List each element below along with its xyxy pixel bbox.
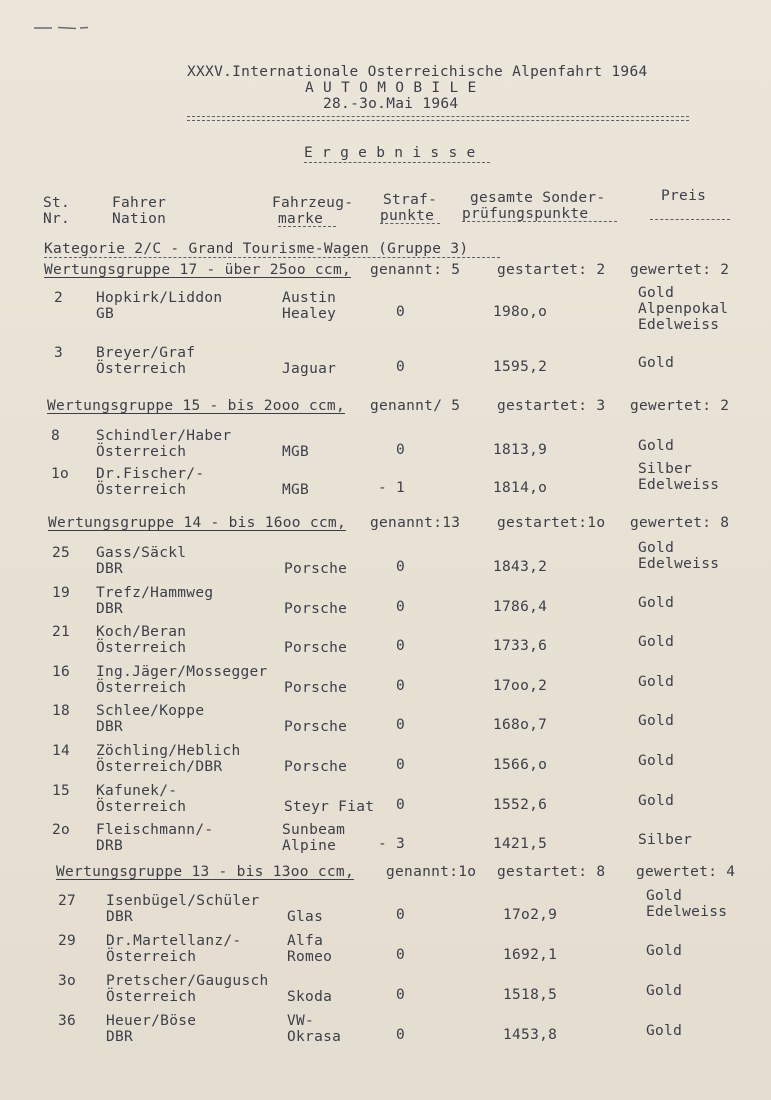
row-make-line-1: VW- [287,1013,315,1029]
col-fahrer-2: Nation [112,211,167,227]
kategorie-underline [44,257,500,258]
col-marke-2: marke [278,211,324,227]
group-genannt: genannt/ 5 [370,398,461,414]
row-make: Skoda [287,989,333,1005]
row-start-number: 2 [54,290,64,306]
row-nation: Österreich [96,640,187,656]
row-nation: DBR [96,601,124,617]
row-nation: DRB [96,838,124,854]
row-penalty: 0 [396,757,406,773]
row-points: 1733,6 [493,638,548,654]
row-penalty: 0 [396,442,406,458]
row-driver: Isenbügel/Schüler [106,893,260,909]
row-nation: Österreich [96,482,187,498]
group-label: Wertungsgruppe 15 - bis 2ooo ccm, [47,398,345,414]
row-make: Porsche [284,680,348,696]
row-make-line-1: Sunbeam [282,822,346,838]
row-start-number: 25 [52,545,71,561]
group-label: Wertungsgruppe 17 - über 25oo ccm, [44,262,352,278]
row-prize: Gold [638,595,675,611]
header-line-1: XXXV.Internationale Osterreichische Alpenfahrt 1964 [187,64,648,80]
col-marke-1: Fahrzeug- [272,195,354,211]
row-nation: Österreich [96,799,187,815]
header-line-2: A U T O M O B I L E [305,80,477,96]
header-double-rule-top [187,116,689,117]
row-prize: Gold [646,983,683,999]
row-make: Porsche [284,759,348,775]
row-points: 1595,2 [493,359,548,375]
row-points: 1813,9 [493,442,548,458]
row-start-number: 15 [52,783,71,799]
row-points: 17o2,9 [503,907,558,923]
row-penalty: 0 [396,1027,406,1043]
row-penalty: 0 [396,907,406,923]
row-driver: Breyer/Graf [96,345,196,361]
header-line-3: 28.-3o.Mai 1964 [323,96,459,112]
header-underline-straf [380,223,440,224]
ink-mark-icon [32,26,92,30]
row-penalty: 0 [396,678,406,694]
col-st-2: Nr. [43,211,71,227]
page-title: E r g e b n i s s e [304,145,476,161]
kategorie-label: Kategorie 2/C - Grand Tourisme-Wagen (Gruppe 3) [44,241,469,257]
row-penalty: 0 [396,797,406,813]
row-prize: Gold [646,1023,683,1039]
group-label: Wertungsgruppe 13 - bis 13oo ccm, [56,864,354,880]
col-fahrer-1: Fahrer [112,195,167,211]
row-penalty: 0 [396,717,406,733]
group-genannt: genannt: 5 [370,262,461,278]
row-start-number: 19 [52,585,71,601]
row-prize-2: Edelweiss [638,477,720,493]
row-nation: Österreich [96,444,187,460]
row-driver: Dr.Fischer/- [96,466,205,482]
row-make: Glas [287,909,324,925]
row-nation: Österreich [106,989,197,1005]
col-st-1: St. [43,195,71,211]
group-gewertet: gewertet: 2 [630,262,730,278]
row-start-number: 2o [52,822,71,838]
row-make: Romeo [287,949,333,965]
row-start-number: 18 [52,703,71,719]
group-gestartet: gestartet:1o [497,515,606,531]
row-start-number: 3 [54,345,64,361]
row-penalty: - 3 [378,836,406,852]
row-prize: Gold [638,793,675,809]
row-driver: Schindler/Haber [96,428,232,444]
header-underline-sonder [462,221,617,222]
row-prize: Gold [638,713,675,729]
row-start-number: 14 [52,743,71,759]
row-make: Alpine [282,838,337,854]
row-prize: Gold [638,753,675,769]
row-make-line-1: Austin [282,290,337,306]
row-make: MGB [282,482,310,498]
row-penalty: 0 [396,359,406,375]
group-gewertet: gewertet: 4 [636,864,736,880]
row-make: Healey [282,306,337,322]
row-penalty: 0 [396,599,406,615]
row-start-number: 36 [58,1013,77,1029]
col-preis: Preis [661,188,707,204]
row-start-number: 3o [58,973,77,989]
row-points: 1566,o [493,757,548,773]
row-prize-2: Edelweiss [646,904,728,920]
row-prize: Silber [638,461,693,477]
row-driver: Kafunek/- [96,783,178,799]
row-penalty: 0 [396,559,406,575]
row-nation: DBR [96,561,124,577]
row-start-number: 1o [51,466,70,482]
row-penalty: 0 [396,638,406,654]
row-points: 1518,5 [503,987,558,1003]
row-prize: Gold [646,943,683,959]
col-straf-2: punkte [380,208,435,224]
row-points: 198o,o [493,304,548,320]
row-make: Porsche [284,719,348,735]
row-points: 1814,o [493,480,548,496]
col-straf-1: Straf- [383,192,438,208]
row-prize: Gold [638,438,675,454]
row-prize: Gold [638,674,675,690]
row-nation: DBR [106,1029,134,1045]
row-driver: Hopkirk/Liddon [96,290,223,306]
header-underline-marke [278,226,336,227]
row-start-number: 16 [52,664,71,680]
row-start-number: 21 [52,624,71,640]
col-sonder-2: prüfungspunkte [462,206,589,222]
row-points: 1421,5 [493,836,548,852]
row-driver: Trefz/Hammweg [96,585,214,601]
row-nation: Österreich/DBR [96,759,223,775]
row-prize-2: Edelweiss [638,556,720,572]
row-make-line-1: Alfa [287,933,324,949]
row-prize: Gold [638,285,675,301]
group-label: Wertungsgruppe 14 - bis 16oo ccm, [48,515,346,531]
row-prize-3: Edelweiss [638,317,720,333]
row-prize: Gold [638,355,675,371]
group-gestartet: gestartet: 2 [497,262,606,278]
row-driver: Schlee/Koppe [96,703,205,719]
header-double-rule-bottom [187,120,689,121]
row-make: Okrasa [287,1029,342,1045]
row-penalty: 0 [396,304,406,320]
title-underline [304,162,490,163]
row-prize-2: Alpenpokal [638,301,729,317]
group-gewertet: gewertet: 2 [630,398,730,414]
row-start-number: 27 [58,893,77,909]
row-prize: Gold [646,888,683,904]
row-points: 1786,4 [493,599,548,615]
row-points: 168o,7 [493,717,548,733]
row-driver: Fleischmann/- [96,822,214,838]
row-prize: Silber [638,832,693,848]
row-prize: Gold [638,540,675,556]
row-start-number: 29 [58,933,77,949]
col-sonder-1: gesamte Sonder- [470,190,606,206]
row-penalty: 0 [396,947,406,963]
row-nation: Österreich [96,680,187,696]
group-genannt: genannt:1o [386,864,477,880]
row-driver: Koch/Beran [96,624,187,640]
row-prize: Gold [638,634,675,650]
row-points: 1843,2 [493,559,548,575]
row-make: Porsche [284,561,348,577]
header-underline-preis [650,219,730,220]
row-make: Jaguar [282,361,337,377]
row-make: MGB [282,444,310,460]
row-nation: DBR [96,719,124,735]
group-genannt: genannt:13 [370,515,461,531]
row-points: 1552,6 [493,797,548,813]
row-driver: Zöchling/Heblich [96,743,241,759]
row-penalty: - 1 [378,480,406,496]
row-nation: GB [96,306,115,322]
row-make: Steyr Fiat [284,799,375,815]
group-gestartet: gestartet: 3 [497,398,606,414]
group-gewertet: gewertet: 8 [630,515,730,531]
row-driver: Dr.Martellanz/- [106,933,242,949]
row-points: 17oo,2 [493,678,548,694]
row-make: Porsche [284,640,348,656]
row-driver: Heuer/Böse [106,1013,197,1029]
row-points: 1692,1 [503,947,558,963]
row-penalty: 0 [396,987,406,1003]
row-start-number: 8 [51,428,61,444]
row-nation: Österreich [106,949,197,965]
row-make: Porsche [284,601,348,617]
row-nation: Österreich [96,361,187,377]
row-driver: Ing.Jäger/Mossegger [96,664,268,680]
row-driver: Gass/Säckl [96,545,187,561]
row-points: 1453,8 [503,1027,558,1043]
row-driver: Pretscher/Gaugusch [106,973,269,989]
row-nation: DBR [106,909,134,925]
group-gestartet: gestartet: 8 [497,864,606,880]
